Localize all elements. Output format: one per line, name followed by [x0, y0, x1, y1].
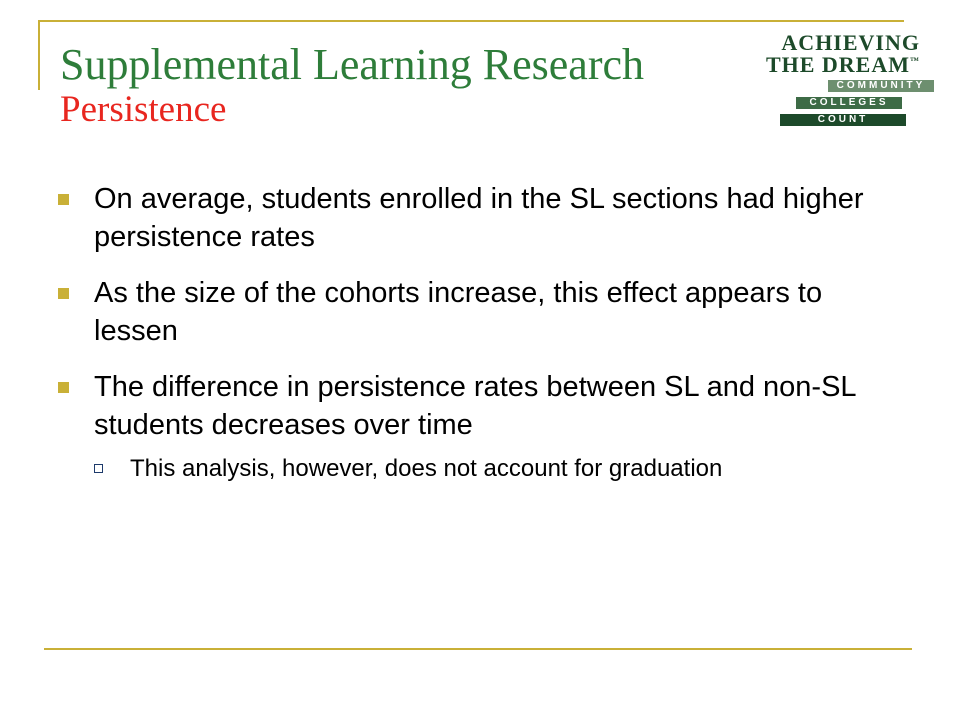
square-bullet-icon	[58, 288, 69, 299]
top-rule	[38, 20, 904, 22]
bullet-text: The difference in persistence rates between SL and non-SL students decreases over time	[94, 371, 856, 441]
slide-title	[60, 42, 760, 130]
sub-bullet-list	[94, 452, 908, 485]
achieving-the-dream-logo	[765, 28, 940, 130]
square-bullet-icon	[58, 382, 69, 393]
bullet-item	[58, 368, 908, 485]
sub-bullet-item	[94, 452, 908, 485]
title-main: Supplemental Learning Research	[60, 40, 645, 89]
bullet-text: As the size of the cohorts increase, this effect appears to lessen	[94, 277, 823, 347]
logo-bar-colleges: COLLEGES	[796, 97, 902, 109]
bottom-rule	[44, 648, 912, 650]
logo-line-1: ACHIEVING	[781, 30, 920, 55]
left-rule	[38, 20, 40, 90]
logo-line-2: THE DREAM™	[765, 52, 920, 77]
sub-bullet-text: This analysis, however, does not account for graduation	[130, 455, 723, 482]
bullet-list	[58, 180, 908, 503]
hollow-square-bullet-icon	[94, 464, 103, 473]
bullet-item	[58, 180, 908, 256]
bullet-item	[58, 274, 908, 350]
square-bullet-icon	[58, 194, 69, 205]
title-subtitle: Persistence	[60, 89, 227, 131]
bullet-text: On average, students enrolled in the SL sections had higher persistence rates	[94, 183, 864, 253]
logo-bar-community: COMMUNITY	[828, 80, 934, 92]
logo-bar-count: COUNT	[780, 114, 906, 126]
